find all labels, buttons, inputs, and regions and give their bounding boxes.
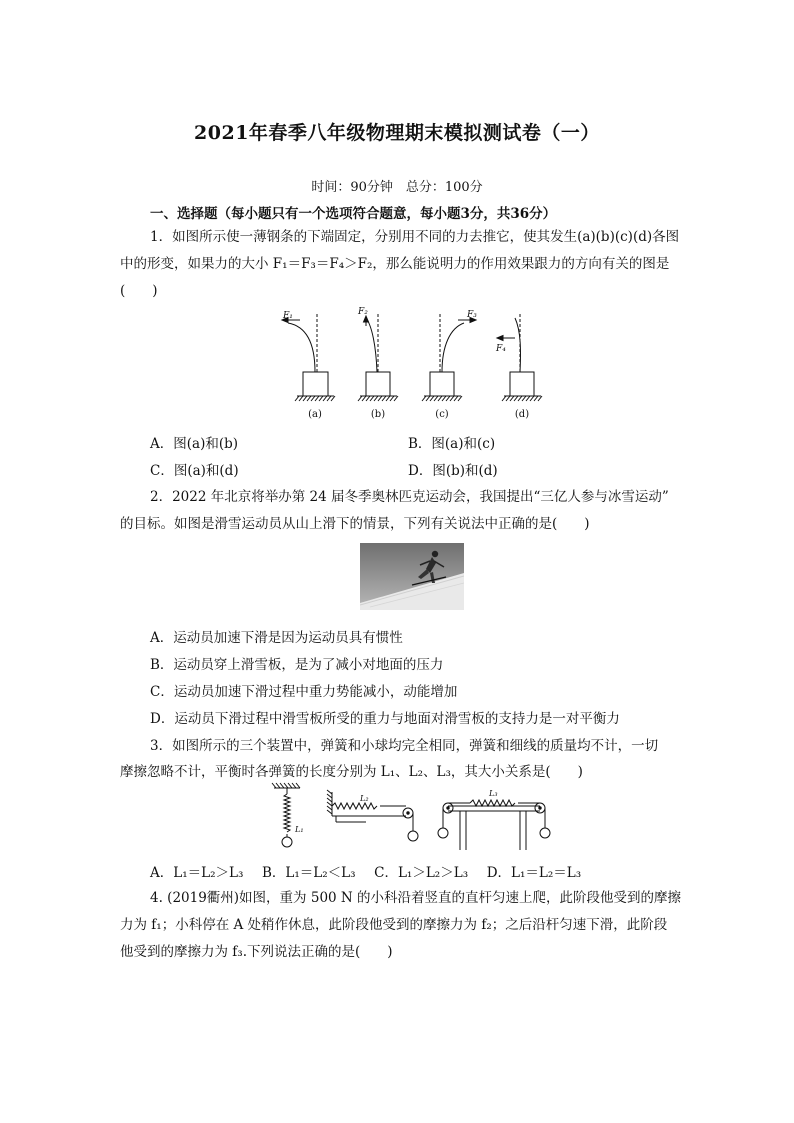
caption-c: (c) [435,409,449,420]
q2-option-a: A．运动员加速下滑是因为运动员具有惯性 [150,630,403,646]
q2-option-c: C．运动员加速下滑过程中重力势能减小，动能增加 [150,684,458,700]
spring-steel-c [422,314,476,401]
exam-meta: 时间：90分钟 总分：100分 [311,180,483,195]
q3-option-b: B．L₁＝L₂＜L₃ [261,865,356,881]
force-label-f4: F₄ [496,344,506,354]
label-l3: L₃ [489,789,498,798]
caption-b: (b) [370,409,386,420]
q3-figure [262,782,562,854]
spring-steel-a [282,314,335,401]
q4-line3: 他受到的摩擦力为 f₃.下列说法正确的是( ) [120,944,393,960]
q1-line1: 1．如图所示使一薄钢条的下端固定，分别用不同的力去推它，使其发生(a)(b)(c)(d)各图 [150,229,680,245]
q3-line1: 3．如图所示的三个装置中，弹簧和小球均完全相同，弹簧和细线的质量均不计，一切 [150,738,659,754]
q1-option-c: C．图(a)和(d) [150,463,239,479]
spring-steel-d [497,314,542,401]
q3-option-d: D．L₁＝L₂＝L₃ [486,865,582,881]
q2-line1: 2．2022 年北京将举办第 24 届冬季奥林匹克运动会，我国提出“三亿人参与冰雪运动” [150,489,669,505]
q2-option-d: D．运动员下滑过程中滑雪板所受的重力与地面对滑雪板的支持力是一对平衡力 [150,711,620,727]
caption-d: (d) [514,409,530,420]
q1-line3: ( ) [120,283,158,299]
label-l1: L₁ [295,825,304,834]
q3-options-row [150,861,581,881]
q1-option-d: D．图(b)和(d) [408,463,498,479]
skier-photo [360,543,464,610]
device-1 [272,783,300,847]
q4-line2: 力为 f₁；小科停在 A 处稍作休息，此阶段他受到的摩擦力为 f₂；之后沿杆匀速下滑，此阶段 [120,917,668,933]
q4-line1: 4. (2019衢州)如图，重为 500 N 的小科沿着竖直的直杆匀速上爬，此阶段他受到的摩擦 [150,890,682,906]
device-2 [327,790,418,841]
device-3 [438,800,550,850]
force-label-f1: F₁ [283,311,293,321]
q2-option-b: B．运动员穿上滑雪板，是为了减小对地面的压力 [150,657,444,673]
q3-option-a: A．L₁＝L₂＞L₃ [150,865,244,881]
q1-option-b: B．图(a)和(c) [408,436,496,452]
q3-line2: 摩擦忽略不计，平衡时各弹簧的长度分别为 L₁、L₂、L₃，其大小关系是( ) [120,764,583,780]
page-title: 2021年春季八年级物理期末模拟测试卷（一） [194,122,600,144]
spring-steel-b [358,314,398,401]
q3-option-c: C．L₁＞L₂＞L₃ [374,865,469,881]
q1-option-a: A．图(a)和(b) [150,436,239,452]
q2-line2: 的目标。如图是滑雪运动员从山上滑下的情景，下列有关说法中正确的是( ) [120,516,590,532]
section-heading: 一、选择题（每小题只有一个选项符合题意，每小题3分，共36分） [150,206,557,222]
force-label-f2: F₂ [358,307,368,317]
q1-line2: 中的形变，如果力的大小 F₁＝F₃＝F₄＞F₂，那么能说明力的作用效果跟力的方向有关的图是 [120,256,670,272]
label-l2: L₂ [360,794,369,803]
force-label-f3: F₃ [467,310,477,320]
q1-figure [270,306,560,424]
caption-a: (a) [308,409,322,420]
